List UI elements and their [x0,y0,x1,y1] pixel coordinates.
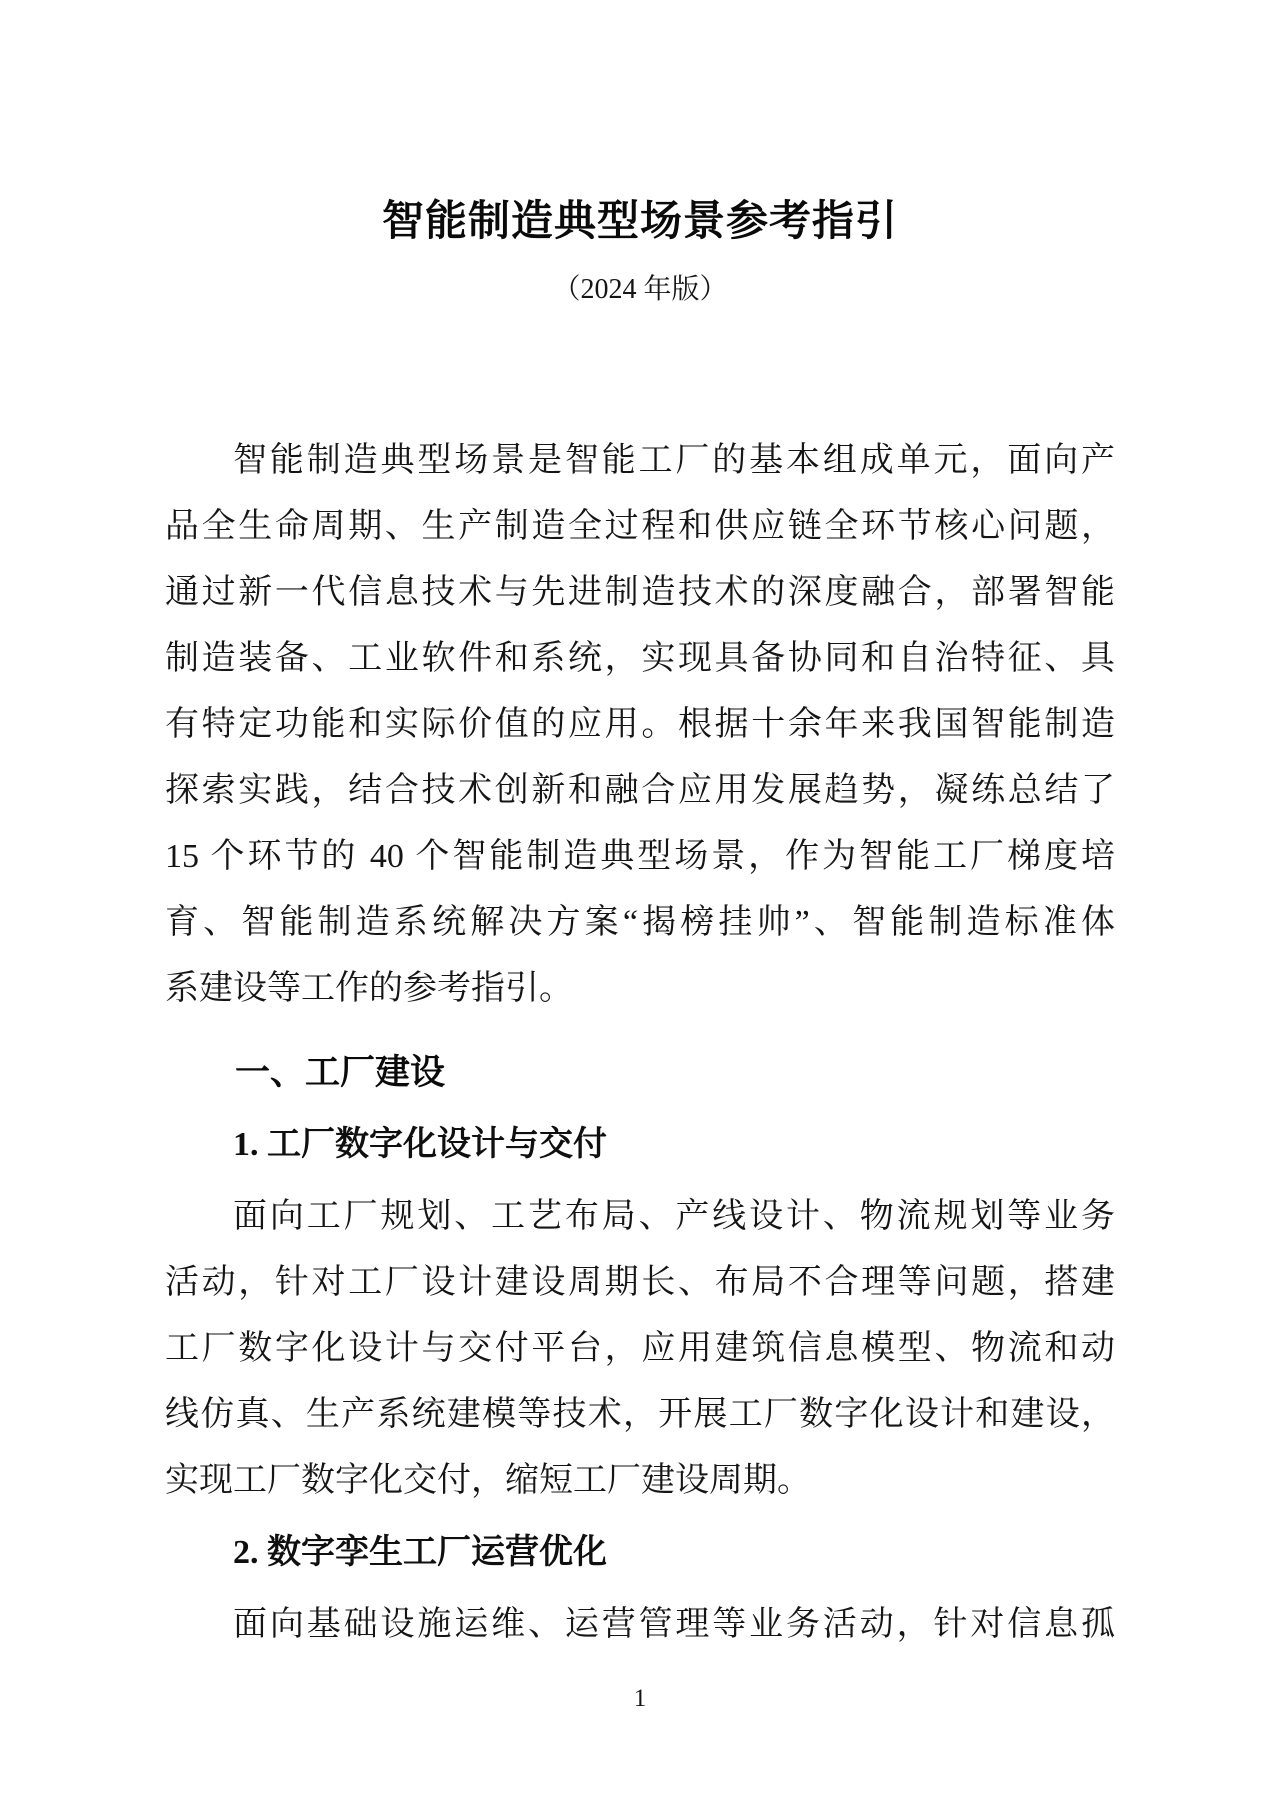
body-line: 活动，针对工厂设计建设周期长、布局不合理等问题，搭建 [165,1264,1115,1301]
page-footer [0,1684,1280,1714]
paragraph [165,428,1115,1022]
sub-heading: 1. 工厂数字化设计与交付 [233,1126,607,1163]
body-line: 育、智能制造系统解决方案“揭榜挂帅”、智能制造标准体 [165,904,1115,941]
body-line: 品全生命周期、生产制造全过程和供应链全环节核心问题， [165,508,1115,545]
body-line: 智能制造典型场景是智能工厂的基本组成单元，面向产 [233,442,1115,479]
body-line: 15 个环节的 40 个智能制造典型场景，作为智能工厂梯度培 [165,838,1115,875]
paragraph [165,1184,1115,1514]
body-line: 制造装备、工业软件和系统，实现具备协同和自治特征、具 [165,640,1115,677]
body-line: 有特定功能和实际价值的应用。根据十余年来我国智能制造 [165,706,1115,743]
paragraph [165,1592,1115,1658]
body-line: 通过新一代信息技术与先进制造技术的深度融合，部署智能 [165,574,1115,611]
body-line: 系建设等工作的参考指引。 [165,970,573,1007]
page-title: 智能制造典型场景参考指引 [381,199,898,245]
page-number: 1 [633,1685,647,1712]
document-content [165,428,1115,1658]
body-line: 探索实践，结合技术创新和融合应用发展趋势，凝练总结了 [165,772,1115,809]
body-line: 工厂数字化设计与交付平台，应用建筑信息模型、物流和动 [165,1330,1115,1367]
body-line: 实现工厂数字化交付，缩短工厂建设周期。 [165,1462,811,1499]
section-heading: 一、工厂建设 [235,1053,446,1092]
body-line: 面向基础设施运维、运营管理等业务活动，针对信息孤 [233,1606,1115,1643]
sub-heading: 2. 数字孪生工厂运营优化 [233,1534,607,1571]
body-line: 线仿真、生产系统建模等技术，开展工厂数字化设计和建设， [165,1396,1115,1433]
page-subtitle: （2024 年版） [552,274,728,305]
body-line: 面向工厂规划、工艺布局、产线设计、物流规划等业务 [233,1198,1115,1235]
